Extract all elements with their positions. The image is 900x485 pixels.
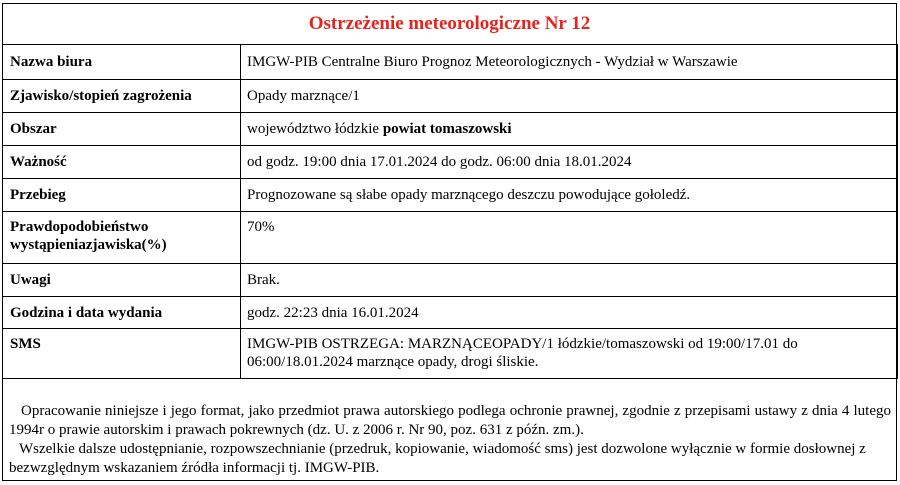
area-county: powiat tomaszowski xyxy=(382,121,512,137)
table-row-course xyxy=(3,179,898,212)
table-row-area xyxy=(3,113,898,146)
table-row-sms xyxy=(3,329,898,379)
probability-value: 70% xyxy=(241,212,898,264)
issued-value: godz. 22:23 dnia 16.01.2024 xyxy=(241,297,898,329)
validity-value: od godz. 19:00 dnia 17.01.2024 do godz. 06:00 dnia 18.01.2024 xyxy=(241,146,898,179)
table-row-issued xyxy=(3,297,898,329)
table-row-remarks xyxy=(3,264,898,297)
phenomenon-label: Zjawisko/stopień zagrożenia xyxy=(3,80,241,113)
table-row-probability xyxy=(3,212,898,264)
warning-document xyxy=(2,3,897,481)
office-label: Nazwa biura xyxy=(3,45,241,80)
area-value xyxy=(241,113,898,146)
course-label: Przebieg xyxy=(3,179,241,212)
remarks-label: Uwagi xyxy=(3,264,241,297)
table-row-phenomenon xyxy=(3,80,898,113)
issued-label: Godzina i data wydania xyxy=(3,297,241,329)
copyright-notice xyxy=(9,402,891,478)
table-row-office xyxy=(3,45,898,80)
remarks-value: Brak. xyxy=(241,264,898,297)
sharing-paragraph: Wszelkie dalsze udostępnianie, rozpowszechnianie (przedruk, kopiowanie, wiadomość sms) jest dozwolone wyłącznie w formie dosłownej z bezwzględnym wskazaniem źródła informacji tj. IMGW-PIB. xyxy=(9,441,866,476)
office-value: IMGW-PIB Centralne Biuro Prognoz Meteorologicznych - Wydział w Warszawie xyxy=(241,45,898,80)
validity-label: Ważność xyxy=(3,146,241,179)
warning-title: Ostrzeżenie meteorologiczne Nr 12 xyxy=(308,13,591,34)
copyright-paragraph: Opracowanie niniejsze i jego format, jako przedmiot prawa autorskiego podlega ochronie prawnej, zgodnie z przepisami ustawy z dnia 4 lutego 1994r o prawie autorskim i prawach pokrewnych (dz. U. z 2006 r. Nr 90, poz. 631 z późn. zm.). xyxy=(9,403,891,438)
area-voivodeship: województwo łódzkie xyxy=(247,121,380,137)
probability-label: Prawdopodobieństwo wystąpieniazjawiska(%) xyxy=(3,212,241,264)
area-label: Obszar xyxy=(3,113,241,146)
course-value: Prognozowane są słabe opady marznącego deszczu powodujące gołoledź. xyxy=(241,179,898,212)
warning-table xyxy=(2,44,898,379)
phenomenon-value: Opady marznące/1 xyxy=(241,80,898,113)
sms-label: SMS xyxy=(3,329,241,379)
table-row-validity xyxy=(3,146,898,179)
sms-value: IMGW-PIB OSTRZEGA: MARZNĄCEOPADY/1 łódzkie/tomaszowski od 19:00/17.01 do 06:00/18.01.2024 marznące opady, drogi śliskie. xyxy=(241,329,898,379)
